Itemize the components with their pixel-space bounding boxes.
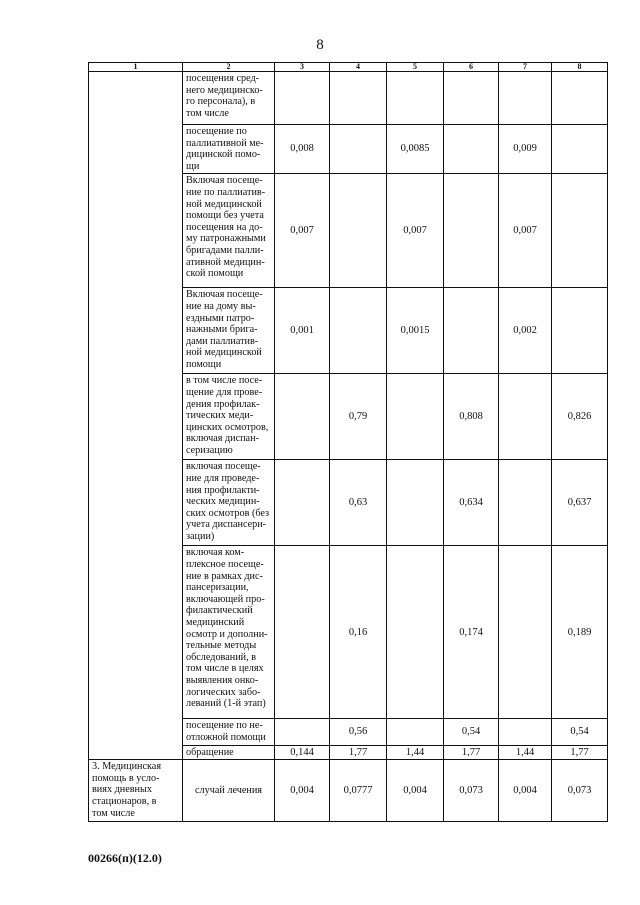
value-col-3: 0,007 xyxy=(275,174,330,288)
header-col-5: 5 xyxy=(387,63,444,72)
header-col-4: 4 xyxy=(330,63,387,72)
header-row xyxy=(89,63,608,72)
value-col-8: 0,826 xyxy=(552,374,608,460)
document-code: 00266(п)(12.0) xyxy=(88,851,162,865)
row-label: включая ком- плексное посеще- ние в рамках дис- пансеризации, включающей про- филактический медицинский осмотр и дополни- тельные методы обследований, в том числе в целях выявления онко- логических забо- леваний (1-й этап) xyxy=(183,546,275,719)
value-col-6: 0,808 xyxy=(444,374,499,460)
value-col-8: 1,77 xyxy=(552,745,608,760)
value-col-7 xyxy=(499,719,552,745)
value-col-4 xyxy=(330,72,387,125)
value-col-3: 0,008 xyxy=(275,125,330,174)
value-col-6: 0,54 xyxy=(444,719,499,745)
row-label: посещение по паллиативной ме- дицинской помо- щи xyxy=(183,125,275,174)
value-col-5: 0,007 xyxy=(387,174,444,288)
value-col-6: 0,073 xyxy=(444,760,499,822)
value-col-6 xyxy=(444,125,499,174)
row-label: включая посеще- ние для проведе- ния профилакти- ческих медицин- ских осмотров (без учета диспансери- зации) xyxy=(183,460,275,546)
category-cell: 3. Медицинская помощь в усло- виях дневных стационаров, в том числе xyxy=(89,760,183,822)
header-col-7: 7 xyxy=(499,63,552,72)
value-col-4 xyxy=(330,174,387,288)
value-col-6: 0,174 xyxy=(444,546,499,719)
value-col-4: 0,63 xyxy=(330,460,387,546)
header-col-6: 6 xyxy=(444,63,499,72)
row-label: Включая посеще- ние на дому вы- ездными патро- нажными брига- дами паллиатив- ной медицинской помощи xyxy=(183,288,275,374)
value-col-4: 0,0777 xyxy=(330,760,387,822)
value-col-4: 0,16 xyxy=(330,546,387,719)
value-col-6: 1,77 xyxy=(444,745,499,760)
value-col-8: 0,189 xyxy=(552,546,608,719)
table-row-day-hospital xyxy=(89,760,608,822)
value-col-3 xyxy=(275,719,330,745)
value-col-5 xyxy=(387,719,444,745)
header-col-2: 2 xyxy=(183,63,275,72)
value-col-8: 0,637 xyxy=(552,460,608,546)
value-col-3: 0,001 xyxy=(275,288,330,374)
value-col-8 xyxy=(552,288,608,374)
header-col-3: 3 xyxy=(275,63,330,72)
value-col-7: 0,002 xyxy=(499,288,552,374)
row-label: Включая посеще- ние по паллиатив- ной медицинской помощи без учета посещения на до- му патронажными бригадами палли- ативной медицин- ской помощи xyxy=(183,174,275,288)
value-col-3 xyxy=(275,72,330,125)
row-label: обращение xyxy=(183,745,275,760)
table-row xyxy=(89,72,608,125)
value-col-5 xyxy=(387,72,444,125)
value-col-7: 0,004 xyxy=(499,760,552,822)
value-col-7: 1,44 xyxy=(499,745,552,760)
value-col-3: 0,004 xyxy=(275,760,330,822)
value-col-7: 0,007 xyxy=(499,174,552,288)
value-col-8: 0,54 xyxy=(552,719,608,745)
value-col-6 xyxy=(444,288,499,374)
value-col-4 xyxy=(330,288,387,374)
header-col-1: 1 xyxy=(89,63,183,72)
page-number: 8 xyxy=(316,37,324,53)
value-col-5 xyxy=(387,374,444,460)
value-col-8 xyxy=(552,72,608,125)
header-col-8: 8 xyxy=(552,63,608,72)
value-col-5: 1,44 xyxy=(387,745,444,760)
value-col-3 xyxy=(275,546,330,719)
value-col-6: 0,634 xyxy=(444,460,499,546)
value-col-5: 0,0015 xyxy=(387,288,444,374)
value-col-3 xyxy=(275,460,330,546)
value-col-3 xyxy=(275,374,330,460)
row-label: посещения сред- него медицинско- го персонала), в том числе xyxy=(183,72,275,125)
data-table xyxy=(88,62,608,822)
value-col-7: 0,009 xyxy=(499,125,552,174)
row-label: случай лечения xyxy=(183,760,275,822)
value-col-5: 0,0085 xyxy=(387,125,444,174)
value-col-8 xyxy=(552,125,608,174)
value-col-7 xyxy=(499,460,552,546)
value-col-5: 0,004 xyxy=(387,760,444,822)
value-col-4: 0,79 xyxy=(330,374,387,460)
value-col-6 xyxy=(444,72,499,125)
value-col-4 xyxy=(330,125,387,174)
value-col-7 xyxy=(499,72,552,125)
value-col-7 xyxy=(499,546,552,719)
category-cell-empty xyxy=(89,72,183,760)
row-label: посещение по не- отложной помощи xyxy=(183,719,275,745)
value-col-5 xyxy=(387,546,444,719)
value-col-5 xyxy=(387,460,444,546)
value-col-6 xyxy=(444,174,499,288)
value-col-3: 0,144 xyxy=(275,745,330,760)
value-col-7 xyxy=(499,374,552,460)
row-label: в том числе посе- щение для прове- дения профилак- тических меди- цинских осмотров, включая диспан- серизацию xyxy=(183,374,275,460)
value-col-8: 0,073 xyxy=(552,760,608,822)
value-col-4: 1,77 xyxy=(330,745,387,760)
value-col-8 xyxy=(552,174,608,288)
value-col-4: 0,56 xyxy=(330,719,387,745)
